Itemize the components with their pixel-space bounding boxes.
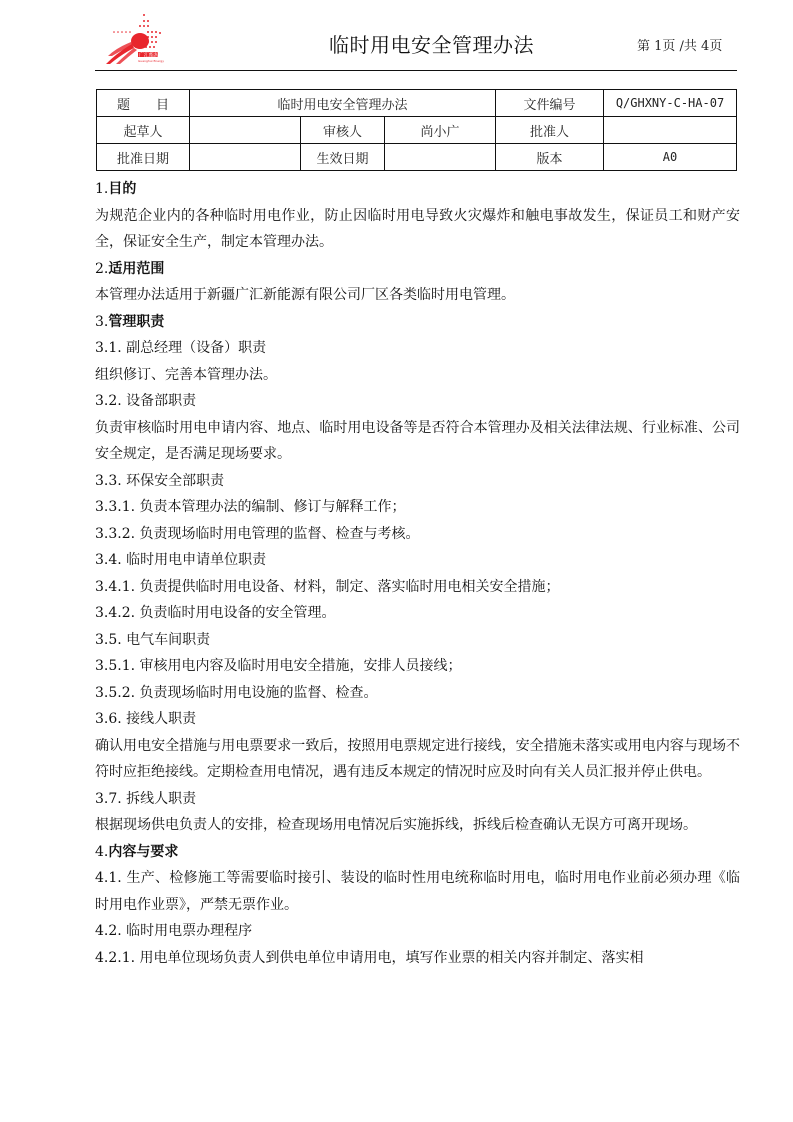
effective-date-label: 生效日期 bbox=[301, 144, 385, 171]
approver-label: 批准人 bbox=[496, 117, 604, 144]
section-heading-purpose bbox=[95, 176, 740, 203]
paragraph: 根据现场供电负责人的安排，检查现场用电情况后实施拆线，拆线后检查确认无误方可离开现场。 bbox=[95, 817, 697, 833]
list-item: 3.3.2. 负责现场临时用电管理的监督、检查与考核。 bbox=[95, 525, 420, 542]
list-item: 3.4.2. 负责临时用电设备的安全管理。 bbox=[95, 605, 336, 621]
page-indicator: 第 1页 /共 4页 bbox=[637, 39, 723, 54]
subsection-title: 3.1. 副总经理（设备）职责 bbox=[95, 340, 267, 356]
paragraph: 为规范企业内的各种临时用电作业，防止因临时用电导致火灾爆炸和触电事故发生，保证员工和财产安全，保证安全生产，制定本管理办法。 bbox=[95, 207, 740, 250]
company-logo bbox=[104, 12, 168, 66]
approval-date-label: 批准日期 bbox=[97, 144, 190, 171]
section-title: 管理职责 bbox=[108, 313, 165, 330]
list-item: 3.5.2. 负责现场临时用电设施的监督、检查。 bbox=[95, 684, 378, 701]
drafter-value bbox=[190, 117, 301, 144]
subsection-title: 3.5. 电气车间职责 bbox=[95, 631, 211, 648]
section-heading-scope bbox=[95, 256, 740, 283]
list-item: 4.2.1. 用电单位现场负责人到供电单位申请用电，填写作业票的相关内容并制定、落实相 bbox=[95, 949, 644, 966]
section-title: 适用范围 bbox=[108, 260, 165, 277]
document-info-table bbox=[96, 89, 737, 171]
logo-subtext: Guanghui Energy bbox=[138, 59, 164, 63]
subsection-title: 3.2. 设备部职责 bbox=[95, 393, 197, 409]
table-row bbox=[97, 117, 737, 144]
section-title: 目的 bbox=[108, 181, 137, 197]
section-heading-responsibilities bbox=[95, 309, 740, 336]
drafter-label: 起草人 bbox=[97, 117, 190, 144]
section-number: 4. bbox=[95, 843, 109, 860]
header-divider bbox=[95, 70, 737, 71]
list-item: 3.4.1. 负责提供临时用电设备、材料，制定、落实临时用电相关安全措施； bbox=[95, 578, 560, 595]
list-item: 3.5.1. 审核用电内容及临时用电安全措施，安排人员接线； bbox=[95, 658, 462, 674]
subsection-title: 3.7. 拆线人职责 bbox=[95, 790, 197, 807]
logo-text: 广汇能源 bbox=[139, 52, 160, 59]
section-heading-content bbox=[95, 839, 740, 866]
paragraph: 组织修订、完善本管理办法。 bbox=[95, 366, 277, 383]
paragraph: 4.1. 生产、检修施工等需要临时接引、装设的临时性用电统称临时用电，临时用电作业前必须办理《临时用电作业票》，严禁无票作业。 bbox=[95, 870, 740, 913]
doc-number-label: 文件编号 bbox=[496, 90, 604, 117]
header-title: 临时用电安全管理办法 bbox=[329, 33, 534, 57]
table-row bbox=[97, 90, 737, 117]
title-label: 题 目 bbox=[97, 90, 190, 117]
list-item: 3.3.1. 负责本管理办法的编制、修订与解释工作； bbox=[95, 499, 406, 515]
paragraph: 确认用电安全措施与用电票要求一致后，按照用电票规定进行接线，安全措施未落实或用电内容与现场不符时应拒绝接线。定期检查用电情况，遇有违反本规定的情况时应及时向有关人员汇报并停止供电。 bbox=[95, 737, 740, 780]
subsection-title: 4.2. 临时用电票办理程序 bbox=[95, 923, 253, 939]
approval-date-value bbox=[190, 144, 301, 171]
subsection-title: 3.3. 环保安全部职责 bbox=[95, 472, 225, 489]
subsection-title: 3.6. 接线人职责 bbox=[95, 711, 197, 727]
paragraph: 本管理办法适用于新疆广汇新能源有限公司厂区各类临时用电管理。 bbox=[95, 287, 515, 303]
section-number: 1. bbox=[95, 181, 109, 197]
version-value: A0 bbox=[604, 144, 737, 171]
paragraph: 负责审核临时用电申请内容、地点、临时用电设备等是否符合本管理办及相关法律法规、行业标准、公司安全规定，是否满足现场要求。 bbox=[95, 419, 740, 462]
section-number: 2. bbox=[95, 260, 109, 277]
subsection-title: 3.4. 临时用电申请单位职责 bbox=[95, 552, 267, 568]
doc-number-value: Q/GHXNY-C-HA-07 bbox=[604, 90, 737, 117]
page-header bbox=[0, 0, 793, 75]
approver-value bbox=[604, 117, 737, 144]
version-label: 版本 bbox=[496, 144, 604, 171]
reviewer-label: 审核人 bbox=[301, 117, 385, 144]
comet-star-icon bbox=[104, 12, 168, 66]
effective-date-value bbox=[385, 144, 496, 171]
section-number: 3. bbox=[95, 313, 109, 330]
table-row bbox=[97, 144, 737, 171]
document-body bbox=[95, 176, 740, 971]
reviewer-value: 尚小广 bbox=[385, 117, 496, 144]
section-title: 内容与要求 bbox=[108, 843, 179, 860]
title-value: 临时用电安全管理办法 bbox=[190, 90, 496, 117]
